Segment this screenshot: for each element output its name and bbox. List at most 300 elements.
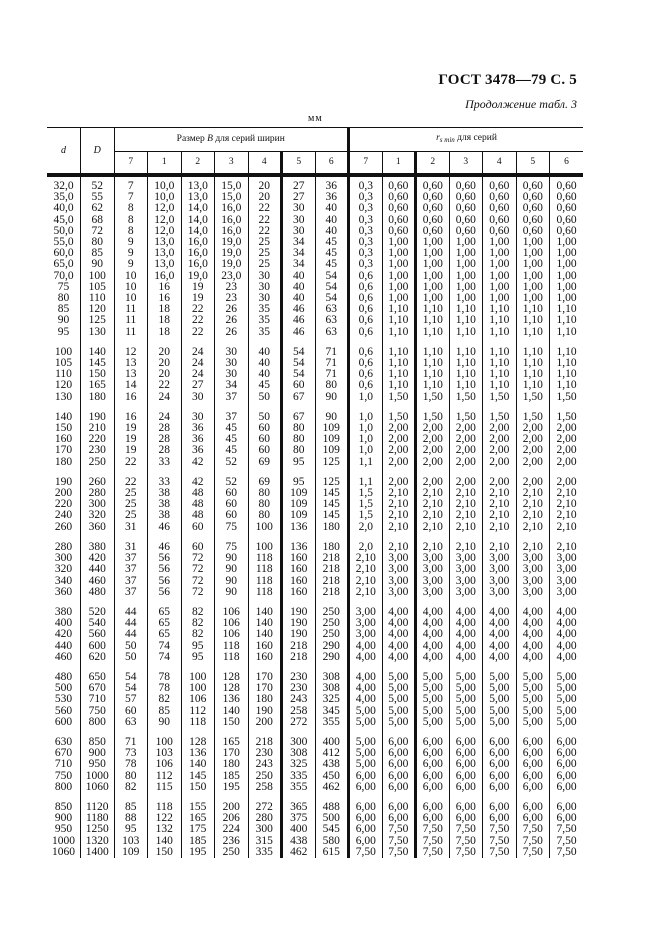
table-cell: 1,10 bbox=[449, 369, 483, 380]
table-cell: 750 bbox=[81, 706, 115, 717]
table-cell: 54 bbox=[282, 358, 316, 369]
table-cell: 6,00 bbox=[449, 748, 483, 759]
table-cell: 1,5 bbox=[349, 510, 383, 521]
table-cell: 2,10 bbox=[550, 499, 584, 510]
table-cell: 6,00 bbox=[550, 813, 584, 824]
table-cell: 95 bbox=[181, 641, 215, 652]
table-cell: 0,60 bbox=[382, 192, 416, 203]
table-cell: 2,00 bbox=[550, 434, 584, 445]
table-cell: 1,50 bbox=[483, 408, 517, 423]
table-cell: 95 bbox=[114, 824, 148, 835]
table-cell: 8 bbox=[114, 226, 148, 237]
table-cell: 1000 bbox=[52, 834, 75, 847]
table-cell: 128 bbox=[181, 733, 215, 748]
table-cell: 2,10 bbox=[416, 510, 450, 521]
table-cell: 4,00 bbox=[382, 603, 416, 618]
table-cell: 600 bbox=[81, 641, 115, 652]
table-cell: 2,10 bbox=[483, 538, 517, 553]
table-cell: 5,00 bbox=[449, 668, 483, 683]
table-cell: 75 bbox=[215, 522, 249, 538]
table-cell: 1,50 bbox=[382, 392, 416, 408]
table-cell: 1,5 bbox=[349, 499, 383, 510]
table-cell: 8 bbox=[114, 215, 148, 226]
table-cell: 60 bbox=[114, 706, 148, 717]
table-cell: 5,00 bbox=[483, 717, 517, 733]
table-cell: 5,00 bbox=[516, 694, 550, 705]
table-row bbox=[47, 538, 583, 553]
header-radius-series-group: $r_{s min}$ для серий bbox=[349, 128, 584, 152]
table-cell: 258 bbox=[282, 706, 316, 717]
table-cell: 3,00 bbox=[382, 576, 416, 587]
table-cell: 9 bbox=[114, 237, 148, 248]
table-cell: 1,00 bbox=[382, 248, 416, 259]
table-cell: 36 bbox=[315, 175, 349, 192]
table-cell: 2,00 bbox=[382, 423, 416, 434]
bearing-dimensions-table bbox=[47, 127, 583, 858]
table-cell: 5,00 bbox=[516, 683, 550, 694]
table-cell: 4,00 bbox=[416, 629, 450, 640]
table-cell: 46 bbox=[282, 304, 316, 315]
table-cell: 3,00 bbox=[550, 553, 584, 564]
table-cell: 140 bbox=[215, 706, 249, 717]
table-cell: 260 bbox=[81, 473, 115, 488]
table-cell: 69 bbox=[248, 457, 282, 473]
table-cell: 74 bbox=[148, 652, 182, 668]
table-cell: 1,00 bbox=[516, 259, 550, 270]
table-cell: 18 bbox=[148, 327, 182, 343]
table-cell: 28 bbox=[148, 445, 182, 456]
table-cell: 82 bbox=[181, 603, 215, 618]
table-cell: 615 bbox=[315, 847, 349, 858]
table-row bbox=[47, 327, 583, 343]
table-cell: 16 bbox=[148, 282, 182, 293]
table-cell: 1,10 bbox=[449, 327, 483, 343]
table-cell: 60 bbox=[215, 499, 249, 510]
table-cell: 3,00 bbox=[483, 587, 517, 603]
table-cell: 950 bbox=[81, 759, 115, 770]
table-cell: 160 bbox=[282, 564, 316, 575]
table-cell: 60 bbox=[248, 434, 282, 445]
table-cell: 7,50 bbox=[416, 847, 450, 858]
table-cell: 0,60 bbox=[416, 203, 450, 214]
table-cell: 2,10 bbox=[349, 576, 383, 587]
document-title: ГОСТ 3478—79 С. 5 bbox=[438, 72, 577, 88]
table-cell: 160 bbox=[282, 587, 316, 603]
table-cell: 9 bbox=[114, 259, 148, 270]
table-cell: 56 bbox=[148, 553, 182, 564]
table-cell: 5,00 bbox=[449, 717, 483, 733]
table-cell: 170 bbox=[248, 668, 282, 683]
table-cell: 112 bbox=[148, 771, 182, 782]
table-cell: 150 bbox=[54, 422, 73, 435]
table-cell: 115 bbox=[148, 782, 182, 798]
table-cell: 52 bbox=[215, 457, 249, 473]
table-cell: 40 bbox=[248, 343, 282, 358]
table-cell: 300 bbox=[248, 824, 282, 835]
table-cell: 85 bbox=[81, 248, 115, 259]
table-cell: 13,0 bbox=[148, 248, 182, 259]
table-cell: 38 bbox=[148, 499, 182, 510]
table-cell: 412 bbox=[315, 748, 349, 759]
table-cell: 56 bbox=[148, 587, 182, 603]
table-cell: 1,00 bbox=[382, 282, 416, 293]
table-cell: 40 bbox=[282, 282, 316, 293]
table-cell: 2,00 bbox=[449, 457, 483, 473]
table-cell: 27 bbox=[282, 175, 316, 192]
table-cell: 40 bbox=[248, 369, 282, 380]
table-cell: 19,0 bbox=[215, 237, 249, 248]
table-cell: 5,00 bbox=[483, 668, 517, 683]
table-cell: 6,00 bbox=[449, 733, 483, 748]
table-cell: 4,00 bbox=[416, 618, 450, 629]
table-cell: 1400 bbox=[81, 847, 115, 858]
table-cell: 25 bbox=[114, 510, 148, 521]
table-cell: 13,0 bbox=[181, 175, 215, 192]
table-row bbox=[47, 629, 583, 640]
table-cell: 200 bbox=[215, 798, 249, 813]
table-cell: 0,60 bbox=[483, 192, 517, 203]
table-cell: 50 bbox=[248, 392, 282, 408]
table-cell: 20 bbox=[248, 175, 282, 192]
table-cell: 2,00 bbox=[483, 445, 517, 456]
table-cell: 50,0 bbox=[53, 224, 74, 237]
table-row bbox=[47, 603, 583, 618]
table-cell: 180 bbox=[54, 455, 73, 468]
table-cell: 438 bbox=[282, 836, 316, 847]
table-cell: 1000 bbox=[81, 771, 115, 782]
table-cell: 90 bbox=[148, 717, 182, 733]
table-cell: 90 bbox=[81, 259, 115, 270]
table-cell: 2,10 bbox=[550, 538, 584, 553]
table-cell: 360 bbox=[81, 522, 115, 538]
table-cell: 6,00 bbox=[550, 771, 584, 782]
table-cell: 45,0 bbox=[53, 213, 74, 226]
table-cell: 88 bbox=[114, 813, 148, 824]
table-cell: 6,00 bbox=[550, 798, 584, 813]
table-cell: 6,00 bbox=[349, 813, 383, 824]
table-cell: 1,10 bbox=[382, 343, 416, 358]
table-cell: 2,00 bbox=[516, 473, 550, 488]
table-cell: 10 bbox=[114, 282, 148, 293]
table-cell: 80 bbox=[57, 292, 70, 305]
table-cell: 0,60 bbox=[550, 226, 584, 237]
table-cell: 2,10 bbox=[416, 499, 450, 510]
table-cell: 1,50 bbox=[449, 392, 483, 408]
table-cell: 109 bbox=[315, 423, 349, 434]
table-cell: 10 bbox=[114, 293, 148, 304]
table-cell: 2,10 bbox=[449, 499, 483, 510]
table-cell: 36 bbox=[315, 192, 349, 203]
table-cell: 7 bbox=[114, 192, 148, 203]
table-cell: 30 bbox=[181, 408, 215, 423]
table-row bbox=[47, 847, 583, 858]
table-cell: 85 bbox=[148, 706, 182, 717]
table-cell: 630 bbox=[54, 735, 73, 748]
table-cell: 5,00 bbox=[349, 733, 383, 748]
table-cell: 180 bbox=[215, 759, 249, 770]
table-cell: 55 bbox=[81, 192, 115, 203]
table-cell: 27 bbox=[282, 192, 316, 203]
table-cell: 80 bbox=[114, 771, 148, 782]
table-cell: 34 bbox=[282, 259, 316, 270]
table-cell: 16,0 bbox=[215, 203, 249, 214]
table-cell: 1,10 bbox=[449, 380, 483, 391]
table-cell: 82 bbox=[181, 629, 215, 640]
table-cell: 100 bbox=[181, 668, 215, 683]
table-cell: 7,50 bbox=[483, 824, 517, 835]
table-cell: 16,0 bbox=[181, 237, 215, 248]
header-radius-series-3: 3 bbox=[449, 152, 483, 176]
table-cell: 420 bbox=[81, 553, 115, 564]
table-cell: 1,10 bbox=[382, 358, 416, 369]
header-width-series-4: 4 bbox=[248, 152, 282, 176]
table-cell: 3,00 bbox=[382, 587, 416, 603]
table-cell: 10 bbox=[114, 271, 148, 282]
table-cell: 18 bbox=[148, 315, 182, 326]
table-cell: 0,6 bbox=[349, 293, 383, 304]
table-cell: 48 bbox=[181, 499, 215, 510]
table-cell: 2,00 bbox=[516, 434, 550, 445]
table-cell: 2,10 bbox=[449, 488, 483, 499]
table-cell: 30 bbox=[282, 203, 316, 214]
table-cell: 19,0 bbox=[215, 248, 249, 259]
table-cell: 325 bbox=[282, 759, 316, 770]
table-cell: 12 bbox=[114, 343, 148, 358]
table-cell: 106 bbox=[215, 629, 249, 640]
table-cell: 0,60 bbox=[483, 203, 517, 214]
table-cell: 190 bbox=[282, 629, 316, 640]
table-cell: 2,00 bbox=[550, 457, 584, 473]
table-cell: 16,0 bbox=[181, 248, 215, 259]
table-cell: 1,10 bbox=[483, 315, 517, 326]
table-cell: 19,0 bbox=[181, 271, 215, 282]
table-cell: 1,00 bbox=[416, 282, 450, 293]
table-cell: 165 bbox=[215, 733, 249, 748]
header-width-series-6: 6 bbox=[315, 152, 349, 176]
table-cell: 25 bbox=[248, 248, 282, 259]
table-cell: 5,00 bbox=[416, 717, 450, 733]
table-cell: 2,00 bbox=[449, 423, 483, 434]
table-row bbox=[47, 824, 583, 835]
table-cell: 22 bbox=[248, 215, 282, 226]
table-cell: 1,10 bbox=[382, 304, 416, 315]
table-cell: 5,00 bbox=[349, 717, 383, 733]
table-cell: 250 bbox=[315, 618, 349, 629]
table-cell: 1,00 bbox=[516, 293, 550, 304]
table-cell: 1,0 bbox=[349, 445, 383, 456]
table-cell: 460 bbox=[81, 576, 115, 587]
table-cell: 6,00 bbox=[550, 748, 584, 759]
table-cell: 140 bbox=[181, 759, 215, 770]
table-cell: 30 bbox=[215, 358, 249, 369]
table-cell: 0,3 bbox=[349, 248, 383, 259]
table-row bbox=[47, 510, 583, 521]
table-cell: 160 bbox=[54, 433, 73, 446]
table-cell: 109 bbox=[315, 434, 349, 445]
table-cell: 100 bbox=[148, 733, 182, 748]
table-cell: 160 bbox=[282, 576, 316, 587]
table-cell: 4,00 bbox=[516, 641, 550, 652]
table-cell: 1,10 bbox=[382, 327, 416, 343]
table-cell: 10,0 bbox=[148, 192, 182, 203]
table-cell: 80 bbox=[315, 380, 349, 391]
table-cell: 670 bbox=[54, 747, 73, 760]
table-cell: 100 bbox=[54, 345, 73, 358]
table-cell: 1,00 bbox=[550, 282, 584, 293]
table-cell: 30 bbox=[248, 282, 282, 293]
table-cell: 6,00 bbox=[382, 782, 416, 798]
table-cell: 24 bbox=[148, 392, 182, 408]
table-cell: 2,00 bbox=[516, 423, 550, 434]
table-cell: 78 bbox=[148, 683, 182, 694]
table-cell: 1,10 bbox=[483, 358, 517, 369]
table-cell: 12,0 bbox=[148, 203, 182, 214]
table-cell: 3,00 bbox=[349, 603, 383, 618]
table-cell: 1,00 bbox=[449, 271, 483, 282]
table-cell: 95 bbox=[282, 473, 316, 488]
table-cell: 308 bbox=[315, 683, 349, 694]
table-cell: 4,00 bbox=[349, 641, 383, 652]
table-cell: 71 bbox=[315, 343, 349, 358]
table-cell: 6,00 bbox=[516, 748, 550, 759]
table-cell: 7,50 bbox=[416, 824, 450, 835]
table-cell: 16,0 bbox=[181, 259, 215, 270]
table-cell: 6,00 bbox=[550, 782, 584, 798]
table-cell: 72 bbox=[181, 576, 215, 587]
table-cell: 4,00 bbox=[449, 652, 483, 668]
table-cell: 218 bbox=[315, 553, 349, 564]
table-cell: 14,0 bbox=[181, 226, 215, 237]
table-cell: 195 bbox=[215, 782, 249, 798]
table-cell: 1,10 bbox=[516, 315, 550, 326]
table-cell: 37 bbox=[114, 587, 148, 603]
table-cell: 250 bbox=[215, 847, 249, 858]
table-cell: 71 bbox=[114, 733, 148, 748]
table-cell: 19 bbox=[114, 434, 148, 445]
table-cell: 2,00 bbox=[382, 434, 416, 445]
table-cell: 600 bbox=[54, 715, 73, 728]
table-cell: 6,00 bbox=[516, 733, 550, 748]
table-cell: 72 bbox=[81, 226, 115, 237]
table-cell: 0,60 bbox=[550, 215, 584, 226]
table-cell: 60 bbox=[215, 510, 249, 521]
table-cell: 1,50 bbox=[550, 392, 584, 408]
table-cell: 67 bbox=[282, 392, 316, 408]
table-cell: 109 bbox=[282, 510, 316, 521]
table-cell: 54 bbox=[315, 293, 349, 304]
table-cell: 12,0 bbox=[148, 226, 182, 237]
table-cell: 1060 bbox=[81, 782, 115, 798]
table-cell: 45 bbox=[315, 248, 349, 259]
table-cell: 218 bbox=[248, 733, 282, 748]
table-cell: 5,00 bbox=[382, 694, 416, 705]
table-cell: 1,00 bbox=[550, 248, 584, 259]
table-cell: 170 bbox=[54, 444, 73, 457]
table-cell: 5,00 bbox=[516, 668, 550, 683]
table-cell: 2,10 bbox=[516, 499, 550, 510]
table-cell: 78 bbox=[148, 668, 182, 683]
table-cell: 28 bbox=[148, 434, 182, 445]
table-cell: 7,50 bbox=[516, 847, 550, 858]
table-cell: 5,00 bbox=[550, 717, 584, 733]
table-cell: 1,00 bbox=[483, 282, 517, 293]
table-cell: 35 bbox=[248, 327, 282, 343]
table-cell: 136 bbox=[215, 694, 249, 705]
table-cell: 30 bbox=[282, 215, 316, 226]
table-cell: 22 bbox=[181, 327, 215, 343]
table-cell: 6,00 bbox=[516, 771, 550, 782]
table-cell: 1,10 bbox=[516, 369, 550, 380]
table-cell: 46 bbox=[148, 538, 182, 553]
table-cell: 38 bbox=[148, 510, 182, 521]
table-cell: 42 bbox=[181, 457, 215, 473]
table-cell: 24 bbox=[181, 369, 215, 380]
table-cell: 1250 bbox=[81, 824, 115, 835]
table-cell: 0,60 bbox=[416, 215, 450, 226]
table-cell: 280 bbox=[81, 488, 115, 499]
table-cell: 380 bbox=[81, 538, 115, 553]
table-cell: 620 bbox=[81, 652, 115, 668]
table-cell: 150 bbox=[181, 782, 215, 798]
table-cell: 150 bbox=[148, 847, 182, 858]
table-cell: 72 bbox=[181, 553, 215, 564]
table-cell: 31 bbox=[114, 538, 148, 553]
table-cell: 40 bbox=[315, 203, 349, 214]
table-cell: 25 bbox=[114, 488, 148, 499]
table-cell: 6,00 bbox=[349, 782, 383, 798]
table-cell: 0,60 bbox=[449, 203, 483, 214]
table-cell: 218 bbox=[315, 587, 349, 603]
table-cell: 37 bbox=[215, 392, 249, 408]
table-cell: 85 bbox=[57, 303, 70, 316]
table-cell: 2,10 bbox=[483, 510, 517, 521]
table-cell: 450 bbox=[315, 771, 349, 782]
table-cell: 6,00 bbox=[516, 813, 550, 824]
table-cell: 800 bbox=[81, 717, 115, 733]
table-cell: 0,6 bbox=[349, 358, 383, 369]
table-cell: 85 bbox=[114, 798, 148, 813]
table-cell: 1,00 bbox=[416, 271, 450, 282]
table-cell: 105 bbox=[54, 357, 73, 370]
table-cell: 103 bbox=[148, 748, 182, 759]
table-cell: 30 bbox=[248, 271, 282, 282]
table-row bbox=[47, 175, 583, 192]
table-cell: 6,00 bbox=[416, 748, 450, 759]
table-cell: 72 bbox=[181, 587, 215, 603]
table-cell: 165 bbox=[181, 813, 215, 824]
table-cell: 0,60 bbox=[516, 175, 550, 192]
table-cell: 14,0 bbox=[181, 203, 215, 214]
table-cell: 16 bbox=[114, 392, 148, 408]
table-cell: 63 bbox=[315, 304, 349, 315]
table-cell: 195 bbox=[181, 847, 215, 858]
table-cell: 2,00 bbox=[416, 434, 450, 445]
table-cell: 2,00 bbox=[483, 473, 517, 488]
table-cell: 320 bbox=[81, 510, 115, 521]
table-cell: 140 bbox=[148, 836, 182, 847]
table-cell: 5,00 bbox=[483, 694, 517, 705]
table-cell: 54 bbox=[315, 271, 349, 282]
table-cell: 0,60 bbox=[382, 175, 416, 192]
table-cell: 80 bbox=[282, 423, 316, 434]
table-cell: 54 bbox=[282, 343, 316, 358]
table-cell: 220 bbox=[81, 434, 115, 445]
table-cell: 140 bbox=[248, 618, 282, 629]
table-cell: 26 bbox=[215, 327, 249, 343]
table-cell: 7,50 bbox=[483, 836, 517, 847]
table-cell: 4,00 bbox=[416, 641, 450, 652]
table-cell: 315 bbox=[248, 836, 282, 847]
